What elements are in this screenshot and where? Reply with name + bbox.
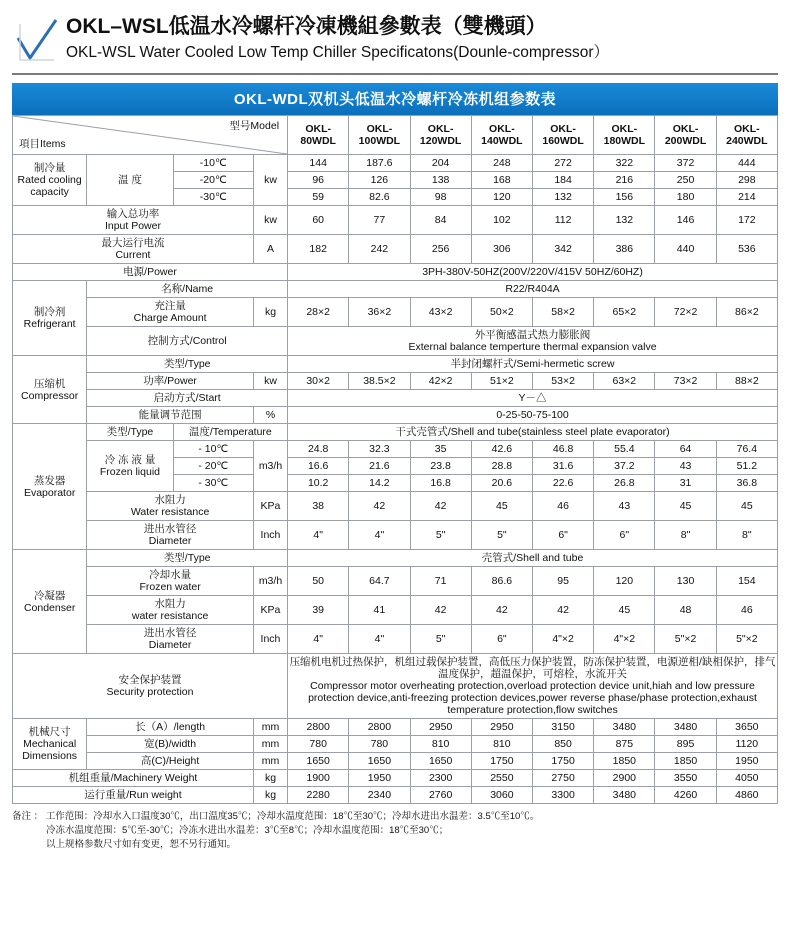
cell: 1950: [349, 770, 410, 787]
cell: 6": [594, 521, 655, 550]
cell: 2750: [532, 770, 593, 787]
cell: 2760: [410, 787, 471, 804]
cell: 42×2: [410, 373, 471, 390]
compressor-power-label: 功率/Power: [87, 373, 254, 390]
table-row-refrigerant-name: [13, 281, 778, 298]
table-row-refrigerant-charge: [13, 298, 778, 327]
cell: 2800: [288, 719, 349, 736]
run-weight-unit: kg: [253, 787, 287, 804]
cell: 84: [410, 206, 471, 235]
table-row-evap-resistance: [13, 492, 778, 521]
cell: 146: [655, 206, 716, 235]
cell: 3550: [655, 770, 716, 787]
cell: 45: [471, 492, 532, 521]
cell: 43×2: [410, 298, 471, 327]
cell: 172: [716, 206, 777, 235]
cell: 73×2: [655, 373, 716, 390]
cell: 4": [349, 521, 410, 550]
cell: 780: [288, 736, 349, 753]
condenser-label: 冷凝器 Condenser: [13, 550, 87, 654]
cell: 2280: [288, 787, 349, 804]
evap-resistance-unit: KPa: [253, 492, 287, 521]
cell: 1950: [716, 753, 777, 770]
cell: 95: [532, 567, 593, 596]
cell: 45: [594, 596, 655, 625]
cell: 38: [288, 492, 349, 521]
remarks-line-3: 以上规格参数尺寸如有变更，恕不另行通知。: [46, 839, 237, 850]
cell: 16.8: [410, 475, 471, 492]
cell: 3480: [655, 719, 716, 736]
compressor-power-unit: kw: [253, 373, 287, 390]
cell: 71: [410, 567, 471, 596]
refrigerant-label: 制冷剂 Refrigerant: [13, 281, 87, 356]
table-row-cond-diameter: [13, 625, 778, 654]
cell: 3060: [471, 787, 532, 804]
table-row-current: [13, 235, 778, 264]
cond-resistance-unit: KPa: [253, 596, 287, 625]
cond-resistance-label: 水阻力 water resistance: [87, 596, 254, 625]
cell: 41: [349, 596, 410, 625]
cell: 23.8: [410, 458, 471, 475]
cell: 3480: [594, 719, 655, 736]
cell: 2300: [410, 770, 471, 787]
cell: 120: [594, 567, 655, 596]
temperature-sub-label: 温 度: [87, 155, 173, 206]
rated-capacity-label: 制冷量 Rated cooling capacity: [13, 155, 87, 206]
cell: 216: [594, 172, 655, 189]
cell: 536: [716, 235, 777, 264]
page-title-cn: OKL–WSL低温水冷螺杆冷凍機組參數表（雙機頭）: [66, 15, 547, 38]
cell: 96: [288, 172, 349, 189]
capacity-range-label: 能量调节范围: [87, 407, 254, 424]
temp-minus30: -30℃: [173, 189, 253, 206]
cell: 132: [532, 189, 593, 206]
cell: 46.8: [532, 441, 593, 458]
cell: 42: [410, 492, 471, 521]
cell: 42: [410, 596, 471, 625]
table-row-input-power: [13, 206, 778, 235]
cell: 4": [349, 625, 410, 654]
spec-table: [12, 115, 778, 804]
capacity-range-value: 0-25-50-75-100: [288, 407, 778, 424]
cell: 64: [655, 441, 716, 458]
remarks-block: [12, 810, 778, 852]
run-weight-label: 运行重量/Run weight: [13, 787, 254, 804]
cell: 5": [410, 521, 471, 550]
frozen-liquid-label: 冷 冻 液 量 Frozen liquid: [87, 441, 173, 492]
cell: 2550: [471, 770, 532, 787]
cell: 112: [532, 206, 593, 235]
table-row-security: [13, 654, 778, 719]
cell: 298: [716, 172, 777, 189]
security-label: 安全保护装置 Security protection: [13, 654, 288, 719]
model-col-2: OKL-120WDL: [410, 116, 471, 155]
model-col-3: OKL-140WDL: [471, 116, 532, 155]
control-label: 控制方式/Control: [87, 327, 288, 356]
cell: 180: [655, 189, 716, 206]
cell: 28×2: [288, 298, 349, 327]
cell: 2340: [349, 787, 410, 804]
height-label: 高(C)/Height: [87, 753, 254, 770]
width-unit: mm: [253, 736, 287, 753]
cell: 184: [532, 172, 593, 189]
cell: 42: [349, 492, 410, 521]
cell: 5": [471, 521, 532, 550]
cell: 77: [349, 206, 410, 235]
compressor-start-value: Y－△: [288, 390, 778, 407]
cell: 42: [471, 596, 532, 625]
width-label: 宽(B)/width: [87, 736, 254, 753]
cell: 3480: [594, 787, 655, 804]
table-row-machinery-weight: [13, 770, 778, 787]
cell: 1650: [288, 753, 349, 770]
cell: 53×2: [532, 373, 593, 390]
table-row-cond-resistance: [13, 596, 778, 625]
input-power-label: 输入总功率 Input Power: [13, 206, 254, 235]
cond-water-label: 冷却水量 Frozen water: [87, 567, 254, 596]
temp-minus10: -10℃: [173, 155, 253, 172]
cell: 850: [532, 736, 593, 753]
length-unit: mm: [253, 719, 287, 736]
cell: 35: [410, 441, 471, 458]
cell: 10.2: [288, 475, 349, 492]
dimensions-label: 机械尺寸 Mechanical Dimensions: [13, 719, 87, 770]
table-row-evap-frozen-10: [13, 441, 778, 458]
cell: 5"×2: [716, 625, 777, 654]
cell: 2950: [410, 719, 471, 736]
table-row-height: [13, 753, 778, 770]
model-col-0: OKL-80WDL: [288, 116, 349, 155]
cell: 132: [594, 206, 655, 235]
corner-model-label: 型号Model: [229, 120, 280, 132]
cell: 154: [716, 567, 777, 596]
cell: 43: [594, 492, 655, 521]
cell: 32.3: [349, 441, 410, 458]
cell: 1750: [471, 753, 532, 770]
cell: 58×2: [532, 298, 593, 327]
cell: 204: [410, 155, 471, 172]
cell: 130: [655, 567, 716, 596]
control-value: 外平衡感温式热力膨胀阀 External balance temperture thermal expansion valve: [288, 327, 778, 356]
cell: 55.4: [594, 441, 655, 458]
cell: 63×2: [594, 373, 655, 390]
cell: 372: [655, 155, 716, 172]
capacity-range-unit: %: [253, 407, 287, 424]
table-row-evap-diameter: [13, 521, 778, 550]
cell: 38.5×2: [349, 373, 410, 390]
items-model-corner: [13, 116, 288, 155]
frozen-temp-10: - 10℃: [173, 441, 253, 458]
cell: 3650: [716, 719, 777, 736]
cell: 28.8: [471, 458, 532, 475]
cell: 46: [532, 492, 593, 521]
cell: 342: [532, 235, 593, 264]
cell: 36×2: [349, 298, 410, 327]
cond-water-unit: m3/h: [253, 567, 287, 596]
table-row-run-weight: [13, 787, 778, 804]
cell: 24.8: [288, 441, 349, 458]
evap-type-label: 类型/Type: [87, 424, 173, 441]
page-title-en: OKL-WSL Water Cooled Low Temp Chiller Specificatons(Dounle-compressor）: [66, 44, 609, 61]
cell: 440: [655, 235, 716, 264]
model-col-6: OKL-200WDL: [655, 116, 716, 155]
evap-diameter-unit: Inch: [253, 521, 287, 550]
cell: 8": [655, 521, 716, 550]
cell: 780: [349, 736, 410, 753]
cell: 86×2: [716, 298, 777, 327]
table-row-capacity-range: [13, 407, 778, 424]
frozen-temp-30: - 30℃: [173, 475, 253, 492]
compressor-type-label: 类型/Type: [87, 356, 288, 373]
model-col-4: OKL-160WDL: [532, 116, 593, 155]
capacity-unit: kw: [253, 155, 287, 206]
cell: 64.7: [349, 567, 410, 596]
cell: 30×2: [288, 373, 349, 390]
cell: 51.2: [716, 458, 777, 475]
cell: 6": [532, 521, 593, 550]
cell: 4"×2: [532, 625, 593, 654]
cell: 16.6: [288, 458, 349, 475]
cell: 875: [594, 736, 655, 753]
cell: 51×2: [471, 373, 532, 390]
charge-amount-label: 充注量 Charge Amount: [87, 298, 254, 327]
height-unit: mm: [253, 753, 287, 770]
cell: 86.6: [471, 567, 532, 596]
cell: 138: [410, 172, 471, 189]
cell: 72×2: [655, 298, 716, 327]
cell: 50: [288, 567, 349, 596]
compressor-start-label: 启动方式/Start: [87, 390, 288, 407]
cell: 2900: [594, 770, 655, 787]
cell: 98: [410, 189, 471, 206]
evap-diameter-label: 进出水管径 Diameter: [87, 521, 254, 550]
machinery-weight-label: 机组重量/Machinery Weight: [13, 770, 254, 787]
table-row-power-supply: [13, 264, 778, 281]
cell: 322: [594, 155, 655, 172]
cell: 4": [288, 625, 349, 654]
cond-diameter-label: 进出水管径 Diameter: [87, 625, 254, 654]
cell: 26.8: [594, 475, 655, 492]
cell: 102: [471, 206, 532, 235]
cell: 3150: [532, 719, 593, 736]
cell: 1850: [594, 753, 655, 770]
cell: 250: [655, 172, 716, 189]
current-label: 最大运行电流 Current: [13, 235, 254, 264]
cond-diameter-unit: Inch: [253, 625, 287, 654]
cell: 386: [594, 235, 655, 264]
cond-type-label: 类型/Type: [87, 550, 288, 567]
cell: 242: [349, 235, 410, 264]
cell: 214: [716, 189, 777, 206]
cell: 810: [410, 736, 471, 753]
refrigerant-name-value: R22/R404A: [288, 281, 778, 298]
table-row-capacity-10: [13, 155, 778, 172]
input-power-unit: kw: [253, 206, 287, 235]
cell: 144: [288, 155, 349, 172]
cell: 82.6: [349, 189, 410, 206]
cell: 306: [471, 235, 532, 264]
table-row-cond-water: [13, 567, 778, 596]
table-row-evap-type: [13, 424, 778, 441]
power-supply-value: 3PH-380V-50HZ(200V/220V/415V 50HZ/60HZ): [288, 264, 778, 281]
cell: 156: [594, 189, 655, 206]
cell: 65×2: [594, 298, 655, 327]
evap-resistance-label: 水阻力 Water resistance: [87, 492, 254, 521]
frozen-liquid-unit: m3/h: [253, 441, 287, 492]
cell: 37.2: [594, 458, 655, 475]
page-header: [0, 0, 790, 69]
table-row-length: [13, 719, 778, 736]
cell: 256: [410, 235, 471, 264]
cell: 22.6: [532, 475, 593, 492]
cell: 895: [655, 736, 716, 753]
cell: 46: [716, 596, 777, 625]
cell: 60: [288, 206, 349, 235]
cond-type-value: 壳管式/Shell and tube: [288, 550, 778, 567]
machinery-weight-unit: kg: [253, 770, 287, 787]
model-col-1: OKL-100WDL: [349, 116, 410, 155]
table-header-row: [13, 116, 778, 155]
cell: 120: [471, 189, 532, 206]
cell: 168: [471, 172, 532, 189]
cell: 4"×2: [594, 625, 655, 654]
cell: 1850: [655, 753, 716, 770]
cell: 21.6: [349, 458, 410, 475]
charge-amount-unit: kg: [253, 298, 287, 327]
evap-type-value: 干式壳管式/Shell and tube(stainless steel plate evaporator): [288, 424, 778, 441]
current-unit: A: [253, 235, 287, 264]
compressor-label: 压缩机 Compressor: [13, 356, 87, 424]
cell: 248: [471, 155, 532, 172]
temp-minus20: -20℃: [173, 172, 253, 189]
cell: 182: [288, 235, 349, 264]
cell: 4050: [716, 770, 777, 787]
cell: 1120: [716, 736, 777, 753]
cell: 187.6: [349, 155, 410, 172]
cell: 36.8: [716, 475, 777, 492]
cell: 2800: [349, 719, 410, 736]
cell: 50×2: [471, 298, 532, 327]
cell: 1650: [349, 753, 410, 770]
title-block: [66, 14, 609, 63]
cell: 2950: [471, 719, 532, 736]
table-row-compressor-type: [13, 356, 778, 373]
security-text: 压缩机电机过热保护，机组过载保护装置，高低压力保护装置，防冻保护装置，电源逆相/缺相保护，排气温度保护，超温保护，可熔栓，水流开关 Compressor motor overheating protection,overload protection device unit,hiah and low pressure protection device,anti-freezing protection devices,power reverse phase/phase protection,exhaust temperature protection,flow switches: [288, 654, 778, 719]
cell: 42.6: [471, 441, 532, 458]
cell: 76.4: [716, 441, 777, 458]
cell: 4": [288, 521, 349, 550]
frozen-temp-20: - 20℃: [173, 458, 253, 475]
power-supply-label: 电源/Power: [13, 264, 288, 281]
cell: 14.2: [349, 475, 410, 492]
evaporator-label: 蒸发器 Evaporator: [13, 424, 87, 550]
cell: 8": [716, 521, 777, 550]
corner-items-label: 項目Items: [19, 138, 66, 150]
table-row-compressor-power: [13, 373, 778, 390]
cell: 1650: [410, 753, 471, 770]
header-divider: [12, 73, 778, 75]
cell: 1750: [532, 753, 593, 770]
cell: 4260: [655, 787, 716, 804]
table-row-compressor-start: [13, 390, 778, 407]
cell: 48: [655, 596, 716, 625]
cell: 42: [532, 596, 593, 625]
table-banner: OKL-WDL双机头低温水冷螺杆冷冻机组参数表: [12, 83, 778, 115]
cell: 59: [288, 189, 349, 206]
cell: 39: [288, 596, 349, 625]
cell: 5"×2: [655, 625, 716, 654]
cell: 45: [716, 492, 777, 521]
refrigerant-name-label: 名称/Name: [87, 281, 288, 298]
table-row-width: [13, 736, 778, 753]
cell: 88×2: [716, 373, 777, 390]
model-col-5: OKL-180WDL: [594, 116, 655, 155]
table-row-refrigerant-control: [13, 327, 778, 356]
compressor-type-value: 半封闭螺杆式/Semi-hermetic screw: [288, 356, 778, 373]
table-row-cond-type: [13, 550, 778, 567]
cell: 272: [532, 155, 593, 172]
cell: 45: [655, 492, 716, 521]
length-label: 长（A）/length: [87, 719, 254, 736]
cell: 126: [349, 172, 410, 189]
cell: 31: [655, 475, 716, 492]
cell: 43: [655, 458, 716, 475]
cell: 20.6: [471, 475, 532, 492]
model-col-7: OKL-240WDL: [716, 116, 777, 155]
cell: 810: [471, 736, 532, 753]
cell: 5": [410, 625, 471, 654]
cell: 31.6: [532, 458, 593, 475]
evap-temp-label: 温度/Temperature: [173, 424, 287, 441]
cell: 3300: [532, 787, 593, 804]
remarks-line-1: 备注 ： 工作范围：冷却水入口温度30℃，出口温度35℃；冷却水温度范围：18℃至30℃；冷却水进出水温差：3.5℃至10℃。: [12, 811, 540, 822]
checkmark-logo-icon: [14, 18, 60, 62]
remarks-line-2: 冷冻水温度范围：5℃至-30℃；冷冻水进出水温差：3℃至8℃；冷却水温度范围：18℃至30℃；: [46, 825, 449, 836]
cell: 6": [471, 625, 532, 654]
cell: 1900: [288, 770, 349, 787]
cell: 4860: [716, 787, 777, 804]
cell: 444: [716, 155, 777, 172]
